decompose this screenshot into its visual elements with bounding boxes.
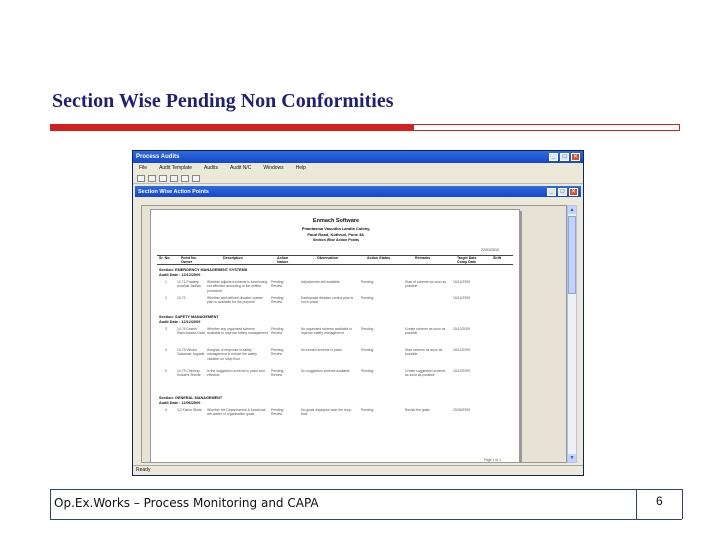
cell-observation: No organised scheme available to improve safety management xyxy=(301,327,353,336)
cell-description: Whether any organised scheme available to improve safety management xyxy=(207,327,268,336)
footer-border-left xyxy=(50,489,51,519)
col-nature: Action Nature xyxy=(277,256,289,264)
cell-remarks: Create scheme as soon as possible xyxy=(405,327,446,336)
save-icon[interactable] xyxy=(159,175,167,182)
scroll-down-icon[interactable]: ▼ xyxy=(569,455,575,461)
vertical-scrollbar[interactable] xyxy=(567,205,577,463)
report-date: 22/01/2010 xyxy=(481,248,499,252)
app-window xyxy=(132,150,584,476)
menu-file[interactable]: File xyxy=(139,165,148,171)
section-heading: Section: EMERGENCY MANAGEMENT SYSTEMS xyxy=(159,268,248,272)
menu-audit-template[interactable]: Audit Template xyxy=(159,165,193,171)
col-sr: Sr. No. xyxy=(159,256,171,260)
col-observation: Observation xyxy=(317,256,338,260)
col-status: Action Status xyxy=(367,256,391,260)
cell-nature: Pending Review xyxy=(271,327,284,336)
app-window-title: Process Audits xyxy=(136,154,180,160)
print-icon[interactable] xyxy=(170,175,178,182)
report-company: Enmach Software xyxy=(312,218,360,224)
cell-status: Pending xyxy=(361,408,374,412)
menu-audits[interactable]: Audits xyxy=(204,165,218,171)
section-heading: Section: GENERAL MANAGEMENT xyxy=(159,396,223,400)
child-titlebar xyxy=(135,186,581,197)
cell-observation: Adjustments still available xyxy=(301,280,340,284)
col-shift: Shift xyxy=(493,256,501,260)
cell-remarks: Revisit the goals xyxy=(405,408,430,412)
cell-sr: 3 xyxy=(165,327,167,331)
cell-remarks: Start of scheme as soon as possible xyxy=(405,280,447,289)
cell-point: 10.71 Pradeep Avachat Jadhav xyxy=(177,280,202,289)
report-subtitle: Section Wise Action Points xyxy=(312,238,360,242)
cell-remarks: Start scheme as soon as possible xyxy=(405,348,443,357)
footer-divider-bottom xyxy=(50,519,682,520)
new-icon[interactable] xyxy=(137,175,145,182)
open-icon[interactable] xyxy=(148,175,156,182)
cell-point: 14.79 Chinmay Kulkarni Shinde xyxy=(177,369,201,378)
audit-date: Audit Date : 12/12/2009 xyxy=(159,273,201,277)
child-window-title: Section Wise Action Points xyxy=(138,188,209,195)
cell-nature: Pending Review xyxy=(271,280,284,289)
cell-description: Whether the Departmental & functional are aware of organisation goals xyxy=(207,408,266,417)
app-titlebar xyxy=(133,151,583,163)
report-address-2: Paud Road, Kothrud, Pune 38. xyxy=(307,232,365,237)
report-address-1: Phantasma Vasudha Landia Colony, xyxy=(301,226,371,231)
title-accent-bar-outline xyxy=(414,124,680,131)
col-remarks: Remarks xyxy=(415,256,431,260)
slide-title: Section Wise Pending Non Conformities xyxy=(52,90,394,112)
cell-target: 15/12/2009 xyxy=(453,296,470,300)
cell-nature: Pending Review xyxy=(271,348,284,357)
minimize-icon[interactable]: _ xyxy=(549,153,558,161)
cell-target: 15/12/2009 xyxy=(453,280,470,284)
menu-help[interactable]: Help xyxy=(295,165,306,171)
cell-description: Whether well defined disaster system plan is available for the purpose xyxy=(207,296,264,305)
scroll-up-icon[interactable]: ▲ xyxy=(569,207,575,213)
maximize-icon[interactable]: □ xyxy=(560,153,569,161)
cell-point: 14.78 Vikram Gawande Jagdale xyxy=(177,348,205,357)
cell-description: Analysis of response in safety management & reduce the safety violation on shop floor xyxy=(207,348,257,361)
menu-windows[interactable]: Windows xyxy=(263,165,284,171)
report-page xyxy=(150,209,520,463)
menu-bar xyxy=(133,163,583,173)
cell-description: Is the suggestion scheme in place and effective xyxy=(207,369,265,378)
cell-sr: 4 xyxy=(165,348,167,352)
child-toolbar xyxy=(135,197,581,205)
page-number: 6 xyxy=(656,494,663,508)
help-icon[interactable] xyxy=(192,175,200,182)
child-minimize-icon[interactable]: _ xyxy=(547,188,556,196)
footer-text: Op.Ex.Works – Process Monitoring and CAPA xyxy=(54,496,319,510)
col-point: Point No. Owner xyxy=(181,256,197,264)
preview-icon[interactable] xyxy=(181,175,189,182)
cell-observation: No suggestion scheme available xyxy=(301,369,350,373)
cell-description: Whether adjusted scheme is functioning not effective according to the written procedure. xyxy=(207,280,268,293)
cell-status: Pending xyxy=(361,348,374,352)
report-viewer[interactable] xyxy=(141,205,567,463)
audit-date: Audit Date : 12/06/2009 xyxy=(159,401,201,405)
cell-observation: No goals displayed near the shop floor xyxy=(301,408,352,417)
cell-sr: 1 xyxy=(165,280,167,284)
cell-nature: Pending Review xyxy=(271,369,284,378)
cell-target: 20/06/2009 xyxy=(453,408,470,412)
cell-sr: 2 xyxy=(165,296,167,300)
cell-sr: 6 xyxy=(165,408,167,412)
cell-target: 15/12/2009 xyxy=(453,369,470,373)
cell-sr: 5 xyxy=(165,369,167,373)
child-maximize-icon[interactable]: □ xyxy=(558,188,567,196)
section-heading: Section: SAFETY MANAGEMENT xyxy=(159,315,219,319)
col-description: Description xyxy=(223,256,243,260)
toolbar xyxy=(133,173,583,184)
menu-audit-nc[interactable]: Audit N/C xyxy=(229,165,252,171)
cell-observation: No reward scheme in place xyxy=(301,348,343,352)
cell-status: Pending xyxy=(361,280,374,284)
cell-nature: Pending Review xyxy=(271,408,284,417)
cell-point: 3.2 Kishor Bhole xyxy=(177,408,202,412)
footer-border-right xyxy=(682,489,683,519)
cell-nature: Pending Review xyxy=(271,296,284,305)
cell-status: Pending xyxy=(361,296,374,300)
cell-point: 10.72 xyxy=(177,296,186,300)
col-target: Target Date Comp Date xyxy=(457,256,477,264)
cell-status: Pending xyxy=(361,327,374,331)
cell-target: 15/12/2009 xyxy=(453,327,470,331)
cell-observation: Earthquake disaster control plan is not in place xyxy=(301,296,354,305)
cell-remarks: Create suggestion scheme as soon as possible xyxy=(405,369,446,378)
report-page-footer: Page 1 of 1 xyxy=(483,458,501,462)
cell-status: Pending xyxy=(361,369,374,373)
cell-point: 14.76 Dinesh Ramchandra Dalvi xyxy=(177,327,205,336)
title-accent-bar xyxy=(50,124,414,131)
scroll-thumb[interactable] xyxy=(568,216,576,294)
cell-target: 15/12/2009 xyxy=(453,348,470,352)
audit-date: Audit Date : 12/12/2009 xyxy=(159,320,201,324)
footer-border-mid xyxy=(636,489,637,519)
close-icon[interactable]: × xyxy=(571,153,580,161)
child-close-icon[interactable]: × xyxy=(569,188,578,196)
status-bar: Ready xyxy=(133,465,583,475)
report-column-header xyxy=(157,255,513,265)
footer-divider-top xyxy=(50,489,682,490)
